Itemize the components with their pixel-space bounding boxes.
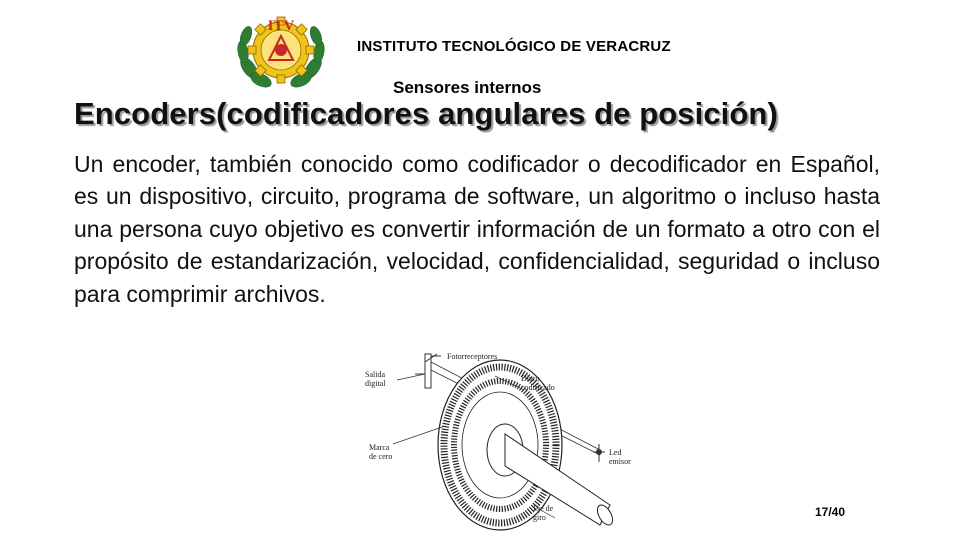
slide-title: Encoders(codificadores angulares de posición): [74, 96, 778, 131]
itv-logo: [233, 8, 329, 94]
label-led-emisor: Led emisor: [609, 448, 631, 466]
slide-body-text: Un encoder, también conocido como codificador o decodificador en Español, es un dispositivo, circuito, programa de software, un algoritmo o incluso hasta una persona cuyo objetivo es convertir información de un formato a otro con el propósito de estandarización, velocidad, confidencialidad, seguridad o incluso para comprimir archivos.: [74, 151, 880, 307]
slide-subtitle: Sensores internos: [393, 78, 542, 97]
label-salida-digital: Salida digital: [365, 370, 386, 388]
label-eje-de-giro: Eje de giro: [533, 504, 554, 522]
logo-text: ITV: [267, 18, 295, 34]
label-disco-codificado: Disco codificado: [521, 374, 555, 392]
page-number: 17/40: [815, 505, 846, 519]
label-marca-de-cero: Marca de cero: [369, 443, 393, 461]
label-fotorreceptores: Fotorreceptores: [447, 352, 498, 361]
institution-name: INSTITUTO TECNOLÓGICO DE VERACRUZ: [357, 38, 671, 55]
encoder-illustration: [355, 340, 645, 540]
encoder-diagram: [355, 340, 645, 540]
